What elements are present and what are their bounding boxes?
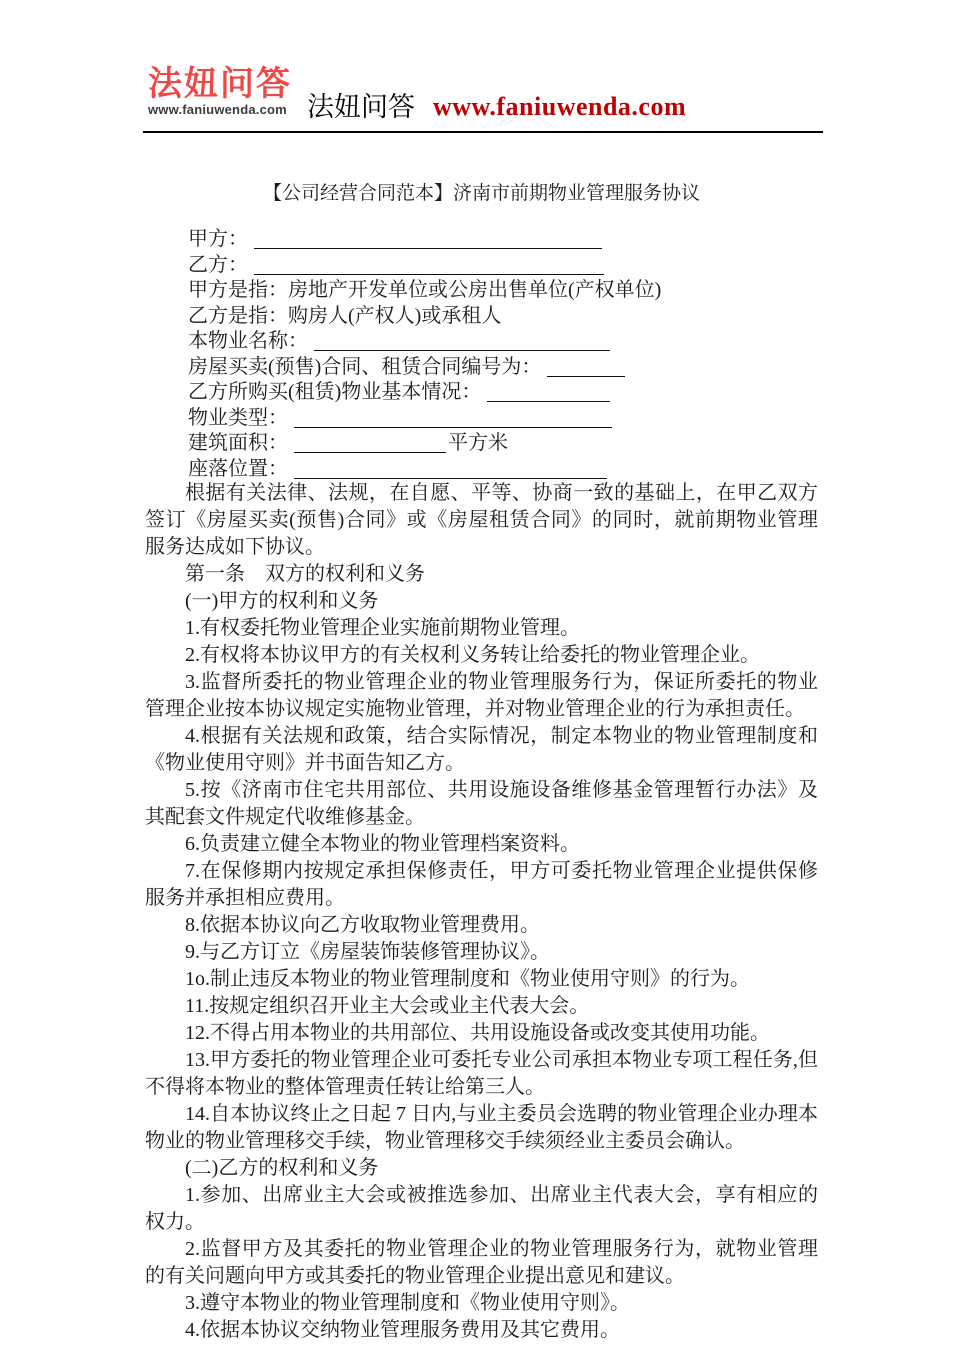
form-line-party-a-definition — [145, 278, 818, 304]
paragraph: 6.负责建立健全本物业的物业管理档案资料。 — [185, 833, 580, 855]
paragraph: 13.甲方委托的物业管理企业可委托专业公司承担本物业专项工程任务,但不得将本物业的整体管理责任转让给第三人。 — [145, 1049, 818, 1098]
blank-underline — [254, 230, 602, 249]
form-line-location — [145, 457, 818, 483]
field-label: 甲方是指：房地产开发单位或公房出售单位(产权单位) — [188, 279, 662, 301]
paragraph-section-1-heading: (一)甲方的权利和义务 — [185, 590, 379, 612]
paragraph: 1.有权委托物业管理企业实施前期物业管理。 — [185, 617, 580, 639]
blank-underline — [487, 383, 610, 402]
form-line-property-name — [145, 329, 818, 355]
paragraph: 3.遵守本物业的物业管理制度和《物业使用守则》。 — [185, 1292, 630, 1314]
form-line-contract-number — [145, 355, 818, 381]
paragraph-section-2-heading: (二)乙方的权利和义务 — [185, 1157, 379, 1179]
site-logo — [148, 66, 308, 117]
paragraph: 14.自本协议终止之日起 7 日内,与业主委员会选聘的物业管理企业办理本物业的物业管理移交手续，物业管理移交手续须经业主委员会确认。 — [145, 1103, 818, 1152]
form-line-party-b — [145, 253, 818, 279]
paragraph-article-1-heading: 第一条 双方的权利和义务 — [185, 563, 425, 585]
paragraph: 2.监督甲方及其委托的物业管理企业的物业管理服务行为，就物业管理的有关问题向甲方或其委托的物业管理企业提出意见和建议。 — [145, 1238, 818, 1287]
logo-brand-text: 法妞问答 — [148, 65, 292, 103]
form-line-party-a — [145, 227, 818, 253]
form-line-building-area — [145, 431, 818, 457]
paragraph: 4.根据有关法规和政策，结合实际情况，制定本物业的物业管理制度和《物业使用守则》并书面告知乙方。 — [145, 725, 818, 774]
paragraph: 9.与乙方订立《房屋装饰装修管理协议》。 — [185, 941, 550, 963]
paragraph: 5.按《济南市住宅共用部位、共用设施设备维修基金管理暂行办法》及其配套文件规定代收维修基金。 — [145, 779, 818, 828]
site-name-text: 法妞问答 — [307, 92, 415, 122]
blank-underline — [547, 358, 625, 377]
paragraph: 1o.制止违反本物业的物业管理制度和《物业使用守则》的行为。 — [185, 968, 750, 990]
field-label: 乙方是指：购房人(产权人)或承租人 — [188, 304, 502, 327]
field-label: 物业类型： — [188, 406, 288, 429]
paragraph: 8.依据本协议向乙方收取物业管理费用。 — [185, 914, 540, 936]
logo-domain-text: www.faniuwenda.com — [148, 102, 287, 117]
field-label: 乙方： — [188, 253, 248, 276]
paragraph-preamble: 根据有关法律、法规，在自愿、平等、协商一致的基础上，在甲乙双方签订《房屋买卖(预售)合同》或《房屋租赁合同》的同时，就前期物业管理服务达成如下协议。 — [145, 482, 818, 558]
site-url-text: www.faniuwenda.com — [433, 92, 687, 121]
blank-underline — [254, 256, 604, 275]
blank-underline — [294, 434, 446, 453]
field-label: 乙方所购买(租赁)物业基本情况： — [188, 381, 482, 403]
form-line-property-basic-info — [145, 380, 818, 406]
form-block — [145, 227, 818, 482]
form-line-property-type — [145, 406, 818, 432]
clauses-block — [145, 480, 818, 1344]
unit-label: 平方米 — [448, 432, 508, 454]
document-title: 【公司经营合同范本】济南市前期物业管理服务协议 — [262, 183, 700, 204]
form-line-party-b-definition — [145, 304, 818, 330]
blank-underline — [294, 460, 607, 479]
blank-underline — [314, 332, 610, 351]
field-label: 房屋买卖(预售)合同、租赁合同编号为： — [188, 355, 542, 378]
field-label: 建筑面积： — [188, 432, 288, 454]
paragraph: 1.参加、出席业主大会或被推选参加、出席业主代表大会，享有相应的权力。 — [145, 1184, 818, 1233]
field-label: 甲方： — [188, 228, 248, 250]
document-content — [145, 134, 818, 1344]
paragraph: 11.按规定组织召开业主大会或业主代表大会。 — [185, 995, 590, 1017]
paragraph: 3.监督所委托的物业管理企业的物业管理服务行为，保证所委托的物业管理企业按本协议规定实施物业管理，并对物业管理企业的行为承担责任。 — [145, 671, 818, 720]
blank-underline — [294, 409, 612, 428]
field-label: 座落位置： — [188, 457, 288, 480]
site-header — [0, 0, 959, 134]
paragraph: 7.在保修期内按规定承担保修责任，甲方可委托物业管理企业提供保修服务并承担相应费用。 — [145, 860, 818, 909]
paragraph: 4.依据本协议交纳物业管理服务费用及其它费用。 — [185, 1319, 620, 1341]
header-divider — [143, 131, 823, 133]
paragraph: 2.有权将本协议甲方的有关权利义务转让给委托的物业管理企业。 — [185, 644, 760, 666]
paragraph: 12.不得占用本物业的共用部位、共用设施设备或改变其使用功能。 — [185, 1022, 770, 1044]
field-label: 本物业名称： — [188, 330, 308, 352]
